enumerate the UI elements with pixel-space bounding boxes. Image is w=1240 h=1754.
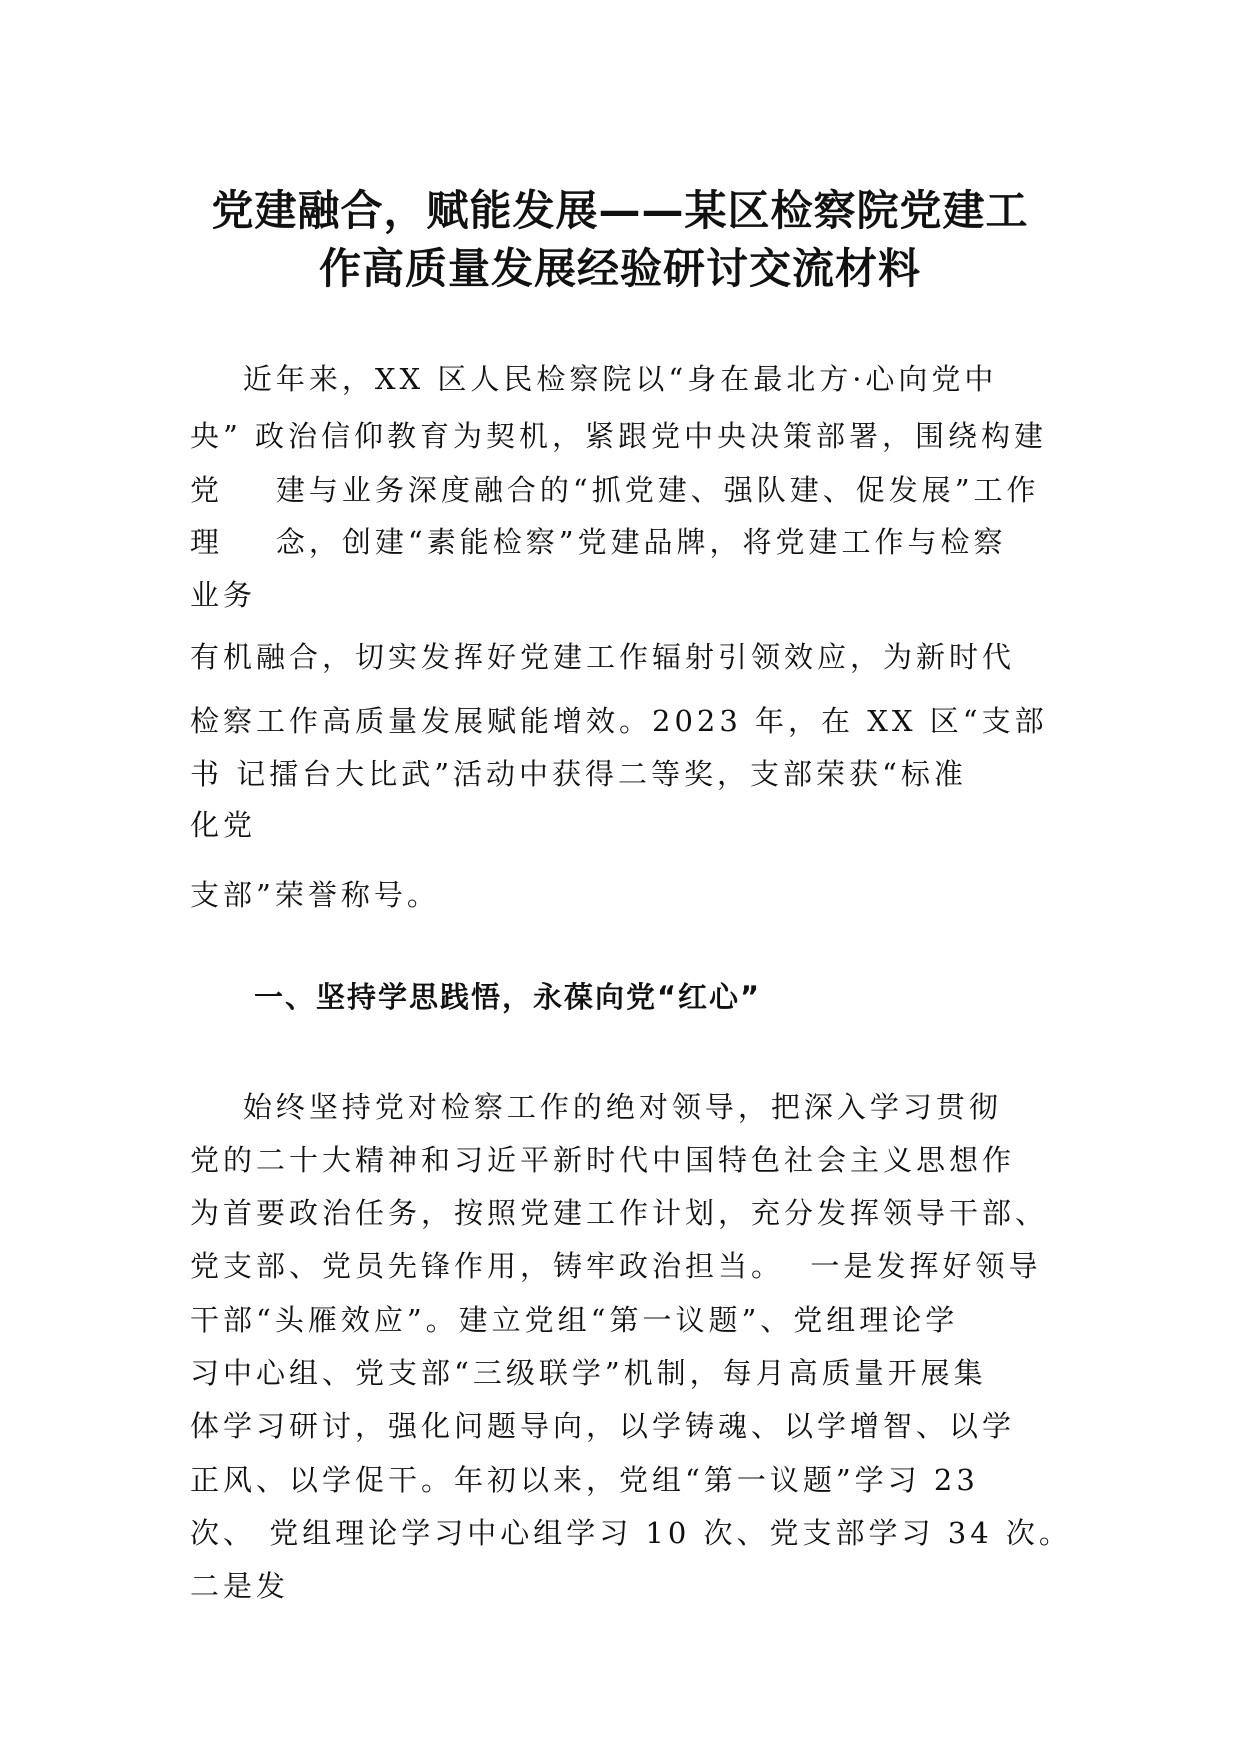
intro-line: 业务 bbox=[190, 578, 257, 612]
body-line: 党的二十大精神和习近平新时代中国特色社会主义思想作 bbox=[190, 1143, 1016, 1177]
body-line: 干部“头雁效应”。建立党组“第一议题”、党组理论学 bbox=[190, 1303, 959, 1337]
document-title-line-1: 党建融合，赋能发展——某区检察院党建工 bbox=[211, 186, 1029, 235]
intro-line: 党 建与业务深度融合的“抓党建、强队建、促发展”工作 bbox=[190, 473, 1040, 507]
intro-line: 化党 bbox=[190, 808, 257, 842]
intro-line: 理 念，创建“素能检察”党建品牌，将党建工作与检察 bbox=[190, 525, 1007, 559]
intro-line: 检察工作高质量发展赋能增效。2023 年，在 XX 区“支部 bbox=[190, 704, 1048, 738]
body-line: 习中心组、党支部“三级联学”机制，每月高质量开展集 bbox=[190, 1356, 987, 1390]
intro-line: 书 记擂台大比武”活动中获得二等奖，支部荣获“标准 bbox=[190, 757, 967, 791]
body-line: 党支部、党员先锋作用，铸牢政治担当。 一是发挥好领导 bbox=[190, 1249, 1042, 1283]
intro-line: 近年来，XX 区人民检察院以“身在最北方·心向党中 bbox=[190, 362, 998, 396]
body-line: 二是发 bbox=[190, 1569, 290, 1603]
body-line: 体学习研讨，强化问题导向，以学铸魂、以学增智、以学 bbox=[190, 1409, 1016, 1443]
document-title-line-2: 作高质量发展经验研讨交流材料 bbox=[318, 244, 921, 293]
body-line: 为首要政治任务，按照党建工作计划，充分发挥领导干部、 bbox=[190, 1196, 1049, 1230]
section-heading: 一、坚持学思践悟，永葆向党“红心” bbox=[254, 980, 762, 1014]
body-line: 始终坚持党对检察工作的绝对领导，把深入学习贯彻 bbox=[190, 1090, 1002, 1124]
intro-line: 央” 政治信仰教育为契机，紧跟党中央决策部署，围绕构建 bbox=[190, 419, 1048, 453]
intro-line: 有机融合，切实发挥好党建工作辐射引领效应，为新时代 bbox=[190, 640, 1016, 674]
intro-line: 支部”荣誉称号。 bbox=[190, 878, 440, 912]
body-line: 次、 党组理论学习中心组学习 10 次、党支部学习 34 次。 bbox=[190, 1516, 1072, 1550]
body-line: 正风、以学促干。年初以来，党组“第一议题”学习 23 bbox=[190, 1463, 979, 1497]
